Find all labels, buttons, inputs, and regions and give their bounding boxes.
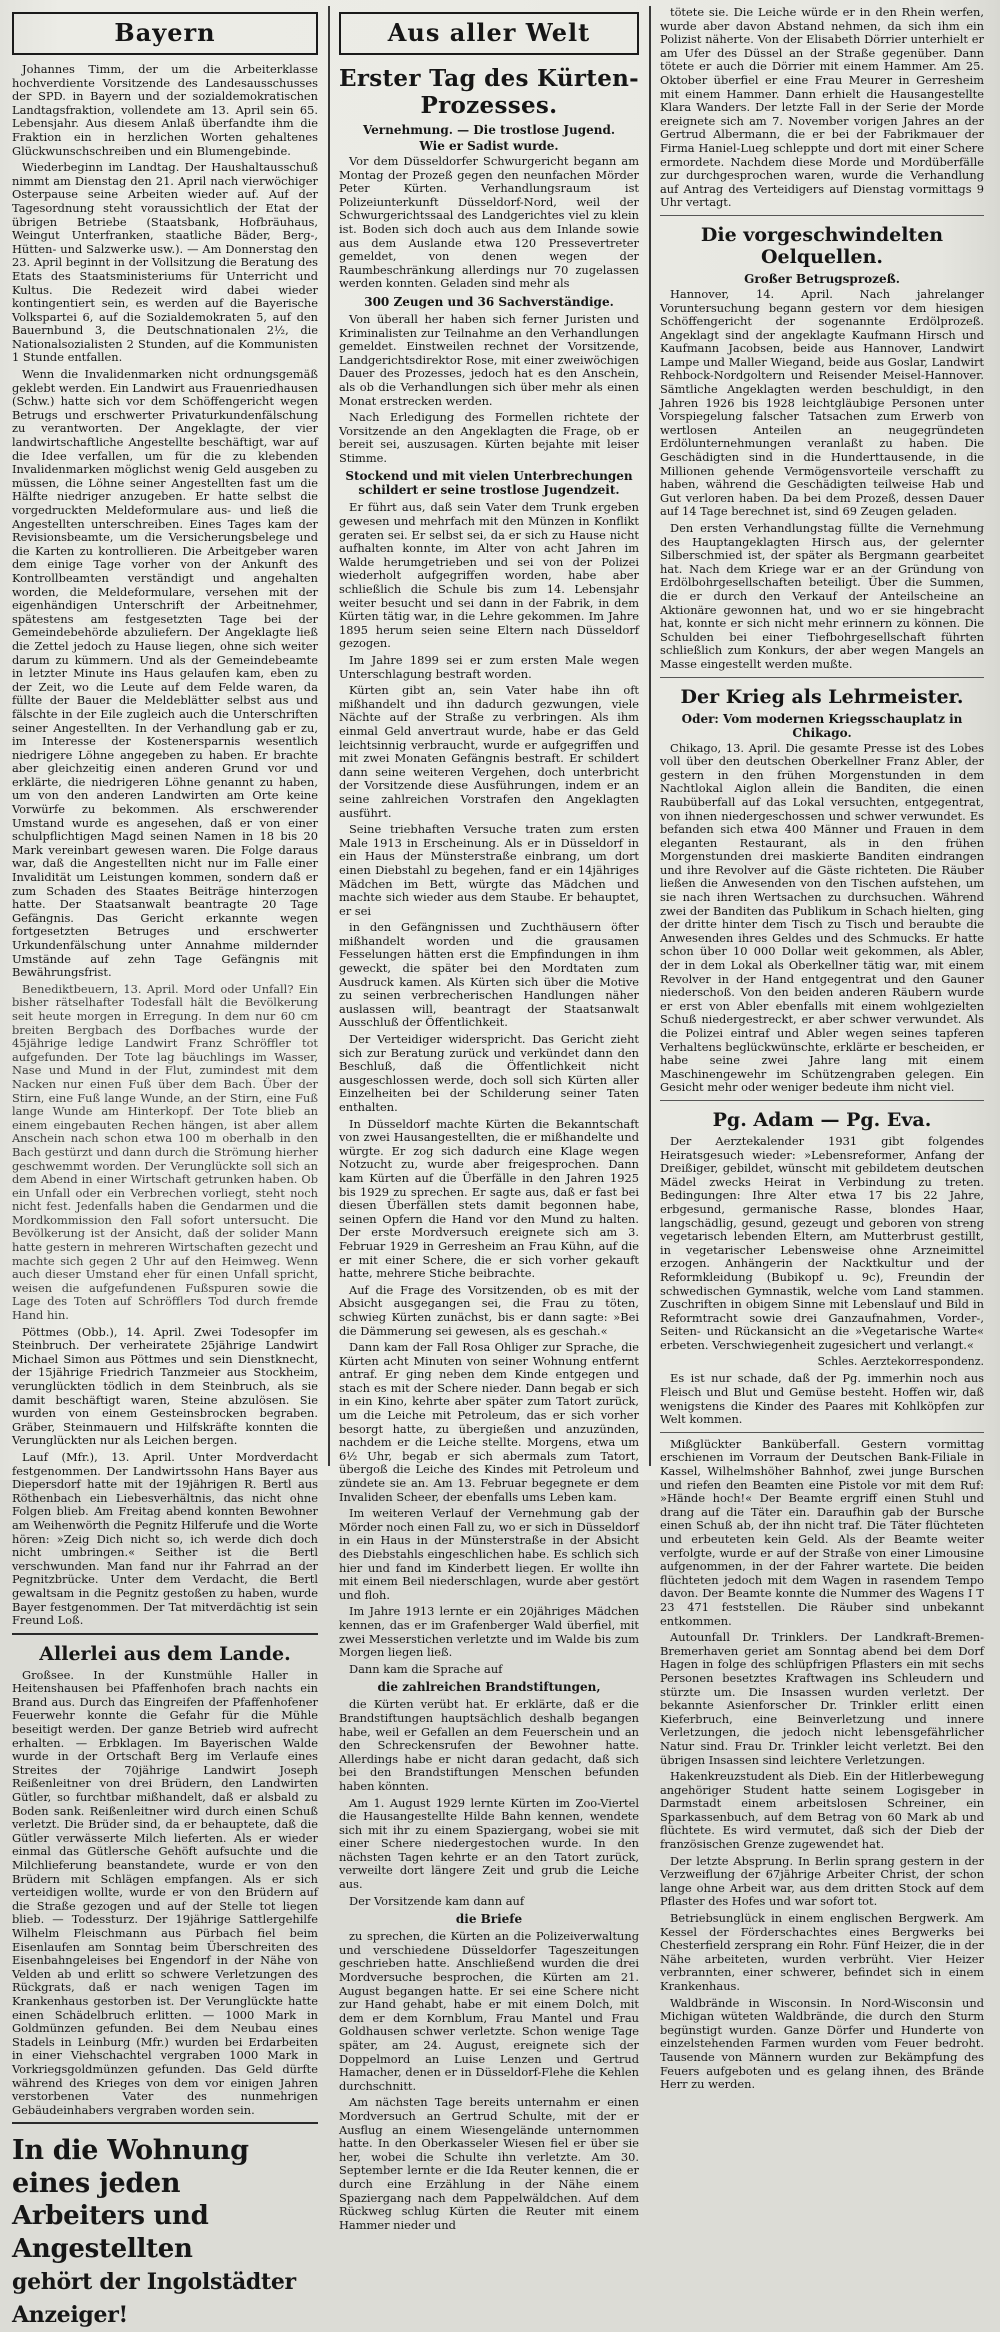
- divider: [660, 1432, 984, 1433]
- ad-line: In die Wohnung eines jeden: [12, 2135, 249, 2200]
- article-paragraph: Am 1. August 1929 lernte Kürten im Zoo-Viertel die Hausangestellte Hilde Bahn kennen, wendete sich mit ihr zu einem Spaziergang, wobei sie mit einer Schere niedergestochen wurde. In den nächsten Tagen kehrte er an den Tatort zurück, verweilte dort längere Zeit und grub die Leiche aus.: [339, 1795, 639, 1892]
- article-paragraph: Auf die Frage des Vorsitzenden, ob es mit der Absicht ausgegangen sei, die Frau zu töten, schwieg Kürten zunächst, bis er dann sagte: »Bei die Dämmerung sei gewesen, als es geschah.«: [339, 1282, 639, 1338]
- article-paragraph: Der letzte Absprung. In Berlin sprang gestern in der Verzweiflung der 67jährige Arbeiter Christ, der schon lange ohne Arbeit war, aus dem dritten Stock auf dem Pflaster des Hofes und war sofort tot.: [660, 1853, 984, 1909]
- section-heading-allerlei: Allerlei aus dem Lande.: [39, 1642, 291, 1665]
- article-paragraph: zu sprechen, die Kürten an die Polizeiverwaltung und verschiedene Düsseldorfer Tageszeitungen geschrieben hatte. Anschließend wurden die drei Mordversuche besprochen, die Kürten am 21. August begangen hatte. Er sei eine Schere nicht zur Hand gehabt, habe er mit einem Dolch, mit dem er dem Kornblum, Frau Mantel und Frau Goldhausen schwer verletzte. Schon wenige Tage später, am 24. August, ereignete sich der Doppelmord an Luise Lenzen und Gertrud Hamacher, denen er in Düsseldorf-Flehe die Kehlen durchschnitt.: [339, 1929, 639, 2093]
- article-paragraph: Von überall her haben sich ferner Juristen und Kriminalisten zur Teilnahme an den Verhandlungen gemeldet. Einstweilen rechnet der Vorsitzende, Landgerichtsdirektor Rose, mit einer zweiwöchigen Dauer des Prozesses, jedoch hat es den Anschein, als ob die Verhandlungen sich über mehr als einen Monat erstrecken werden.: [339, 311, 639, 408]
- centered-line: die Briefe: [455, 1912, 523, 1927]
- article-headline: Erster Tag des Kürten-Prozesses.: [339, 65, 640, 119]
- article-paragraph: die Kürten verübt hat. Er erklärte, daß er die Brandstiftungen hauptsächlich deshalb begangen habe, weil er Gefallen an dem Feuerschein und an den Schreckensrufen der Bewohner hatte. Allerdings habe er nicht daran gedacht, daß sich bei den Brandstiftungen Menschen befunden haben könnten.: [339, 1697, 639, 1793]
- article-subheadline: Wie er Sadist wurde.: [419, 139, 559, 153]
- article-paragraph: Den ersten Verhandlungstag füllte die Vernehmung des Hauptangeklagten Hirsch aus, der gelernter Silberschmied ist, der später als Bergmann gearbeitet hat. Nach dem Kriege war er an der Gründung von Erdölbohrgesellschaften beteiligt. Über die Summen, die er durch den Verkauf der Anteilscheine an Aktionäre gewonnen hat, und wo er sie hingebracht hat, konnte er sich nicht mehr erinnern zu können. Die Schulden bei einer Tiefbohrgesellschaft führten schließlich zum Konkurs, der aber wegen Mangels an Masse eingestellt werden mußte.: [660, 521, 984, 671]
- article-paragraph: in den Gefängnissen und Zuchthäusern öfter mißhandelt worden und die grausamen Fesselungen hätten erst die Empfindungen in ihm geweckt, die später bei den Mordtaten zum Ausdruck kamen. Als Kürten sich über die Motive zu seinen verbrecherischen Handlungen näher auslassen will, beantragt der Staatsanwalt Ausschluß der Öffentlichkeit.: [339, 920, 639, 1030]
- article-headline: Der Krieg als Lehrmeister.: [680, 685, 964, 708]
- article-paragraph: Der Verteidiger widerspricht. Das Gericht zieht sich zur Beratung zurück und verkündet dann den Beschluß, daß die Öffentlichkeit nicht ausgeschlossen werde, doch soll sich Kürten aller Einzelheiten bei der Schilderung seiner Taten enthalten.: [339, 1032, 639, 1114]
- article-headline: Pg. Adam — Pg. Eva.: [712, 1108, 932, 1131]
- article-paragraph: Es ist nur schade, daß der Pg. immerhin noch aus Fleisch und Blut und Gemüse besteht. Hoffen wir, daß wenigstens die Kinder des Paares mit Kohlköpfen zur Welt kommen.: [660, 1371, 984, 1427]
- advertisement: [12, 2134, 318, 2332]
- article-paragraph: tötete sie. Die Leiche würde er in den Rhein werfen, wurde aber davon Abstand nehmen, da sich ihm ein Polizist näherte. Von der Elisabeth Dörrier unterhielt er am Ufer des Düssel an der Straße gegenüber. Dann tötete er auch die Dörrier mit einem Hammer. Am 25. Oktober überfiel er eine Frau Meurer in Gerresheim mit einem Hammer. Dann erhielt die Hausangestellte Klara Wanders. Der letzte Fall in der Serie der Morde ereignete sich am 7. November vorigen Jahres an der Gertrud Albermann, die er bei der Fabrikmauer der Firma Haniel-Lueg schleppte und dort mit einer Schere ermordete. Nachdem diese Morde und Mordüberfälle zur durchgesprochen waren, wurde die Verhandlung auf Antrag des Verteidigers auf Dienstag vormittags 9 Uhr vertagt.: [660, 5, 984, 210]
- source-credit: Schles. Aerztekorrespondenz.: [817, 1355, 984, 1369]
- divider: [660, 1100, 984, 1101]
- article-paragraph: Er führt aus, daß sein Vater dem Trunk ergeben gewesen und mehrfach mit den Münzen in Konflikt geraten sei. Er selbst sei, da er sich zu Hause nicht aufhalten konnte, im Alter von acht Jahren im Walde herumgetrieben und sei von der Polizei wiederholt aufgegriffen worden, habe aber schließlich die Schule bis zum 14. Lebensjahr weiter besucht und sei dann in der Fabrik, in dem Kürten tätig war, in die Lehre gekommen. Im Jahre 1895 herum seien seine Eltern nach Düsseldorf gezogen.: [339, 500, 639, 651]
- article-paragraph: Waldbrände in Wisconsin. In Nord-Wisconsin und Michigan wüteten Waldbrände, die durch den Sturm begünstigt wurden. Ganze Dörfer und Hunderte von einzelstehenden Farmen wurden vom Feuer bedroht. Tausende von Männern wurden zur Bekämpfung des Feuers aufgeboten und es gelang ihnen, des Brände Herr zu werden.: [660, 1995, 984, 2092]
- article-paragraph: Chikago, 13. April. Die gesamte Presse ist des Lobes voll über den deutschen Oberkellner Franz Abler, der gestern in den frühen Morgenstunden in dem Nachtlokal Aiglon allein die Banditen, die einen Raubüberfall auf das Lokal versuchten, entgegentrat, von ihnen niedergeschossen und schwer verwundet. Es befanden sich etwa 400 Männer und Frauen in dem eleganten Restaurant, als in den frühen Morgenstunden drei maskierte Banditen eindrangen und ihre Revolver auf die Gäste richteten. Die Räuber ließen die Anwesenden von den Tischen aufstehen, um sie nach ihren Wertsachen zu durchsuchen. Während zwei der Banditen das Publikum in Schach hielten, ging der dritte hinter dem Tisch zu Tisch und beraubte die Anwesenden ihres Geldes und des Schmucks. Er hatte schon über 10 000 Dollar weit gekommen, als Abler, der in dem Lokal als Oberkellner tätig war, mit einem Revolver in der Hand entgegentrat und den Gauner niederschoß. Von den beiden anderen Räubern wurde er erst von Abler ebenfalls mit einem wohlgezielten Schuß niedergestreckt, er aber schwer verwundet. Als die Polizei eintraf und Abler wegen seines tapferen Verhaltens beglückwünschte, erklärte er bescheiden, er habe seine zwei Jahre lang mit einem Maschinengewehr im Schützengraben gelegen. Ein Gesicht mehr oder weniger bedeute ihm nicht viel.: [660, 740, 984, 1095]
- centered-line: die zahlreichen Brandstiftungen,: [377, 1680, 601, 1695]
- article-paragraph: Im Jahre 1899 sei er zum ersten Male wegen Unterschlagung bestraft worden.: [339, 653, 639, 681]
- column-divider: [649, 6, 651, 1466]
- column-right: [652, 5, 992, 2092]
- article-paragraph: Dann kam der Fall Rosa Ohliger zur Sprache, die Kürten acht Minuten von seiner Wohnung entfernt antraf. Er ging neben dem Kinde entgegen und stach es mit der Schere nieder. Dann begab er sich in ein Kino, kehrte aber später zum Tatort zurück, um die Leiche mit Petroleum, das er sich vorher besorgt hatte, zu übergießen und anzuzünden, nachdem er die Leiche stellte. Morgens, etwa um 6½ Uhr, begab er sich abermals zum Tatort, übergoß die Leiche des Kindes mit Petroleum und zündete sie an. Am 13. Februar begegnete er dem Invaliden Scheer, der ebenfalls ums Leben kam.: [339, 1340, 639, 1504]
- article-paragraph: Der Vorsitzende kam dann auf: [349, 1893, 525, 1908]
- article-paragraph: Wiederbeginn im Landtag. Der Haushaltausschuß nimmt am Dienstag den 21. April nach vierwöchiger Osterpause seine Arbeiten wieder auf. Auf der Tagesordnung steht voraussichtlich der Etat der übrigen Betriebe (Staatsbank, Hofbräuhaus, Weingut Unterfranken, staatliche Bäder, Berg-, Hütten- und Salzwerke usw.). — Am Donnerstag den 23. April beginnt in der Vollsitzung die Beratung des Etats des Staatsministeriums für Unterricht und Kultus. Die Redezeit wird dabei wieder kontingentiert sein, es werden auf die Bayerische Volkspartei 6, auf die Sozialdemokraten 5, auf den Bauernbund 3, die Deutschnationalen 2½, die Nationalsozialisten 2 Stunden, auf die Kommunisten 1 Stunde entfallen.: [12, 160, 318, 365]
- article-paragraph: Der Aerztekalender 1931 gibt folgendes Heiratsgesuch wieder: »Lebensreformer, Anfang der Dreißiger, gebildet, wünscht mit gebildetem deutschen Mädel zwecks Heirat in Verbindung zu treten. Bedingungen: Ihre Alter etwa 17 bis 22 Jahre, erbgesund, germanische Rasse, blondes Haar, langschädlig, gesund, gezeugt und geboren von streng vegetarisch lebenden Eltern, am Mutterbrust gestillt, in vegetarischer Lebensweise ohne Arzneimittel erzogen. Anhängerin der Nacktkultur und der Reformkleidung (Bubikopf u. 9c), Freundin der schwedischen Gymnastik, welche vom Land stammen. Zuschriften in obigem Sinne mit Lebenslauf und Bild in Reformtracht sowie drei Ganzaufnahmen, Vorder-, Seiten- und Rückansicht an die »Vegetarische Warte« erbeten. Verschwiegenheit zugesichert und verlangt.«: [660, 1133, 984, 1352]
- article-subheadline: Großer Betrugsprozeß.: [744, 271, 900, 286]
- article-paragraph: Autounfall Dr. Trinklers. Der Landkraft-Bremen-Bremerhaven geriet am Sonntag abend bei dem Dorf Hagen in folge des schlüpfrigen Pflasters ein mit sechs Personen besetztes Kraftwagen ins Schleudern und stürzte um. Die Insassen wurden verletzt. Der bekannte Asienforscher Dr. Trinkler erlitt einen Kieferbruch, eine Beinverletzung und innere Verletzungen, die jedoch nicht lebensgefährlicher Natur sind. Frau Dr. Trinkler leicht verletzt. Bei den übrigen Insassen sind leichtere Verletzungen.: [660, 1630, 984, 1767]
- article-paragraph: Kürten gibt an, sein Vater habe ihn oft mißhandelt und ihn dadurch gezwungen, viele Nächte auf der Straße zu verbringen. Als ihm einmal Geld anvertraut wurde, habe er das Geld leichtsinnig verbraucht, wurde er aufgegriffen und mit zwei Monaten Gefängnis bestraft. Er schildert dann seine weiteren Vergehen, doch unterbricht der Vorsitzende diese Ausführungen, indem er an seine zahlreichen Vorstrafen den Angeklagten ausführt.: [339, 683, 639, 820]
- column-left: [4, 6, 326, 2329]
- article-paragraph: Johannes Timm, der um die Arbeiterklasse hochverdiente Vorsitzende des Landesausschusses der SPD. in Bayern und der sozialdemokratischen Landtagsfraktion, vollendete am 13. April sein 65. Lebensjahr. Aus diesem Anlaß überfandte ihm die Fraktion ein in herzlichen Worten gehaltenes Glückwunschschreiben und ein Blumengebinde.: [12, 62, 318, 158]
- article-paragraph: Am nächsten Tage bereits unternahm er einen Mordversuch an Gertrud Schulte, mit der er Ausflug an einem Wiesengelände unternommen hatte. In den Oberkasseler Wiesen fiel er über sie her, wobei die Schulte ihn verletzte. Am 30. September lernte er die Ida Reuter kennen, die er durch eine Erzählung in der Nähe einem Spaziergang nach dem Pappelwäldchen. Auf dem Rückweg schlug Kürten die Reuter mit einem Hammer nieder und: [339, 2095, 639, 2232]
- ad-line: Arbeiters und Angestellten: [12, 2201, 209, 2265]
- article-paragraph: Im weiteren Verlauf der Vernehmung gab der Mörder noch einen Fall zu, wo er sich in Düsseldorf in ein Haus in der Münsterstraße in der Absicht des Diebstahls eingeschlichen habe. Es schlich sich hier und fand im Kinderbett liegen. Er wollte ihn mit einem Beil niederschlagen, wurde aber gestört und floh.: [339, 1506, 639, 1602]
- article-subheadline: Vernehmung. — Die trostlose Jugend.: [362, 123, 616, 137]
- article-headline: Die vorgeschwindelten Oelquellen.: [700, 223, 944, 268]
- article-paragraph: Wenn die Invalidenmarken nicht ordnungsgemäß geklebt werden. Ein Landwirt aus Frauenriedhausen (Schw.) hatte sich vor dem Schöffengericht wegen Betrugs und erschwerter Privaturkundenfälschung zu verantworten. Der Angeklagte, der vier landwirtschaftliche Angestellte beschäftigt, war auf die Idee verfallen, um für die zu klebenden Invalidenmarken möglichst wenig Geld ausgeben zu müssen, die Löhne seiner Angestellten fast um die Hälfte niedriger anzugeben. Er hatte selbst die vorgedruckten Meldeformulare aus- und ließ die Angestellten unterschreiben. Eines Tages kam der Revisionsbeamte, um die Versicherungsbelege und die Karten zu kontrollieren. Die Arbeitgeber waren dem einige Tage vorher von der Ankunft des Kontrollbeamten verständigt und angehalten worden, die Meldeformulare, versehen mit der eigenhändigen Unterschrift der Arbeitnehmer, spätestens am festgesetzten Tage bei der Gemeindebehörde abzuliefern. Der Angeklagte ließ die Zettel jedoch zu Hause liegen, ohne sich weiter darum zu kümmern. Und als der Gemeindebeamte in letzter Minute ins Haus gelaufen kam, eben zu der Zeit, wo die Leute auf dem Felde waren, da füllte der Bauer die Meldeblätter selbst aus und fälschte in der Eile zugleich auch die Unterschriften seiner Angestellten. In der Verhandlung gab er zu, im Interesse der Kostenersparnis wesentlich niedrigere Löhne angegeben zu haben. Er brachte aber gleichzeitig einen anderen Grund vor und erklärte, die niedrigeren Löhne genannt zu haben, um von den anderen Landwirten am Orte keine Vorwürfe zu bekommen. Als erschwerender Umstand wurde es angesehen, daß er von einer schulpflichtigen Magd seinen Namen in 18 bis 20 Mark vereinbart gewesen waren. Die Folge daraus war, daß die Angestellten nicht nur im Falle einer Invalidität um Leistungen kommen, sondern daß er zum Schaden des Staates Beiträge hinterzogen hatte. Der Staatsanwalt beantragte 20 Tage Gefängnis. Das Gericht erkannte wegen fortgesetzten Betruges und erschwerter Urkundenfälschung unter Annahme mildernder Umstände auf zehn Tage Gefängnis mit Bewährungsfrist.: [12, 367, 318, 980]
- column-divider: [328, 6, 330, 1466]
- article-paragraph: Vor dem Düsseldorfer Schwurgericht begann am Montag der Prozeß gegen den neunfachen Mörder Peter Kürten. Verhandlungsraum ist Polizeiunterkunft Düsseldorf-Nord, weil der Schwurgerichtssaal des Landgerichtes viel zu klein ist. Boden sich doch auch aus dem Inlande sowie aus dem Auslande etwa 120 Pressevertreter gemeldet, von denen wegen der Raumbeschränkung allerdings nur 70 zugelassen werden konnten. Geladen sind mehr als: [339, 154, 639, 291]
- section-heading-bayern: Bayern: [12, 12, 318, 55]
- article-subheadline: Oder: Vom modernen Kriegsschauplatz in Chikago.: [681, 711, 963, 740]
- centered-line: Stockend und mit vielen Unterbrechungen schildert er seine trostlose Jugendzeit.: [345, 469, 633, 498]
- divider: [660, 677, 984, 678]
- divider: [660, 215, 984, 216]
- article-paragraph: Betriebsunglück in einem englischen Bergwerk. Am Kessel der Förderschachtes eines Bergwerks bei Chesterfield zersprang ein Rohr. Fünf Heizer, die in der Nähe arbeiteten, wurden verbrüht. Vier Heizer verbrannten, einer schwerer, befindet sich in einem Krankenhaus.: [660, 1911, 984, 1993]
- divider: [12, 1633, 318, 1635]
- divider: [12, 2122, 318, 2124]
- article-paragraph: Hannover, 14. April. Nach jahrelanger Voruntersuchung begann gestern vor dem hiesigen Schöffengericht der sogenannte Erdölprozeß. Angeklagt sind der angeklagte Kaufmann Hirsch und Kaufmann Jacobsen, beide aus Hannover, Landwirt Lampe und Maller Wiegand, beide aus Goslar, Landwirt Rehbock-Nordgoltern und Reisender Meisel-Hannover. Sämtliche Angeklagten werden beschuldigt, in den Jahren 1926 bis 1928 leichtgläubige Personen unter Vorspiegelung falscher Tatsachen zum Erwerb von wertlosen Anteilen an neugegründeten Erdölunternehmungen veranlaßt zu haben. Die Geschädigten sind in die Hunderttausende, in die Millionen gehende Vermögensvorteile verschafft zu haben, während die Geschädigten teilweise Hab und Gut verloren haben. Da bei dem Prozeß, dessen Dauer auf 14 Tage berechnet ist, sind 69 Zeugen geladen.: [660, 286, 984, 519]
- article-paragraph: Großsee. In der Kunstmühle Haller in Heitenshausen bei Pfaffenhofen brach nachts ein Brand aus. Durch das Eingreifen der Pfaffenhofener Feuerwehr konnte die Gefahr für die Mühle beseitigt werden. Der ganze Betrieb wird aufrecht erhalten. — Erbklagen. Im Bayerischen Walde wurde in der Ortschaft Berg im Verlaufe eines Streites der 70jährige Landwirt Joseph Reißenleitner von drei Brüdern, den Landwirten Gütler, so furchtbar mißhandelt, daß er alsbald zu Boden sank. Reißenleitner wird durch einen Schuß verletzt. Die Brüder sind, da er behauptete, daß die Gütler verwässerte Milch lieferten. Als er wieder einmal das Gütlersche Gehöft aufsuchte und die Milchlieferung beanstandete, wurde er von den Brüdern mit Schlägen empfangen. Als er sich verteidigen wollte, wurde er von den Brüdern auf die Straße gezogen und auf der Stelle tot liegen blieb. — Todessturz. Der 19jährige Sattlergehilfe Wilhelm Fleischmann aus Pürbach fiel beim Eisenlaufen am Sonntag beim Überschreiten des Eisenbahngeleises bei Engendorf in der Nähe von Velden ab und erlitt so schwere Verletzungen des Rückgrats, daß er nach wenigen Tagen im Krankenhaus gestorben ist. Der Verunglückte hatte einen Schädelbruch erlitten. — 1000 Mark in Goldmünzen gefunden. Bei dem Neubau eines Stadels in Leinburg (Mfr.) wurden bei Erdarbeiten in einer Viehschachtel vergraben 1000 Mark in Vorkriegsgoldmünzen gefunden. Das Geld dürfte während des Krieges von dem vor einigen Jahren verstorbenen Vater des nunmehrigen Gebäudeinhabers vergraben worden sein.: [12, 1667, 318, 2117]
- article-paragraph: Pöttmes (Obb.), 14. April. Zwei Todesopfer im Steinbruch. Der verheiratete 25jährige Landwirt Michael Simon aus Pöttmes und sein Dienstknecht, der 15jährige Friedrich Tanzmeier aus Stockheim, verunglückten tödlich in dem Steinbruch, als sie damit beschäftigt waren, Steine abzulösen. Sie wurden von einem Gesteinsbrocken begraben. Gräber, Steinmauern und Hilfskräfte konnten die Verunglückten nur als Leichen bergen.: [12, 1324, 318, 1448]
- article-paragraph: Hakenkreuzstudent als Dieb. Ein der Hitlerbewegung angehöriger Student hatte seinem Logisgeber in Darmstadt einem arbeitslosen Schreiner, ein Sparkassenbuch, auf dem Betrag von 60 Mark ab und flüchtete. Es wird vermutet, daß sich der Dieb der französischen Grenze zugewendet hat.: [660, 1769, 984, 1852]
- section-heading-aus-aller-welt: Aus aller Welt: [339, 12, 639, 55]
- ad-line: gehört der Ingolstädter Anzeiger!: [12, 2269, 296, 2329]
- article-paragraph: Dann kam die Sprache auf: [349, 1661, 503, 1676]
- article-paragraph: Lauf (Mfr.), 13. April. Unter Mordverdacht festgenommen. Der Landwirtssohn Hans Bayer aus Diepersdorf hatte mit der 19jährigen R. Bertl aus Röthenbach ein Liebesverhältnis, das nicht ohne Folgen blieb. Am Freitag abend konnten Bewohner am Weihenwörth die Pegnitz Hilferufe und die Worte hören: »Zeig Dich nicht so, ich werde dich doch nicht umbringen.« Seither ist die Bertl verschwunden. Man fand nur ihr Fahrrad an der Pegnitzbrücke. Unter dem Verdacht, die Bertl gewaltsam in die Pegnitz gestoßen zu haben, wurde Bayer festgenommen. Der Tat mitverdächtig ist sein Freund Loß.: [12, 1449, 319, 1628]
- article-paragraph: Nach Erledigung des Formellen richtete der Vorsitzende an den Angeklagten die Frage, ob er bereit sei, auszusagen. Kürten bejahte mit leiser Stimme.: [339, 410, 639, 465]
- article-paragraph: In Düsseldorf machte Kürten die Bekanntschaft von zwei Hausangestellten, die er mißhandelte und würgte. Er zog sich dadurch eine Klage wegen Notzucht zu, wurde aber freigesprochen. Dann kam Kürten auf die Überfälle in den Jahren 1925 bis 1929 zu sprechen. Er sagte aus, daß er fast bei diesen Überfällen stets damit begonnen habe, seinen Opfern die Hand vor den Mund zu halten. Der erste Mordversuch ereignete sich am 3. Februar 1929 in Gerresheim an Frau Kühn, auf die er mit einer Schere, die er sich vorher gekauft hatte, mehrere Stiche beibrachte.: [339, 1116, 639, 1281]
- article-paragraph: Mißglückter Banküberfall. Gestern vormittag erschienen im Vorraum der Deutschen Bank-Filiale in Kassel, Wilhelmshöher Bahnhof, zwei junge Burschen und riefen den Beamten eine Pistole vor mit dem Ruf: »Hände hoch!« Der Beamte ergriff einen Stuhl und drang auf die Täter ein. Daraufhin gab der Bursche einen Schuß ab, der ihn nicht traf. Die Täter flüchteten und erbeuteten kein Geld. Als der Beamte weiter verfolgte, wurde er auf der Straße von einer Limousine aufgenommen, in der der Fahrer wartete. Die beiden flüchteten jedoch mit dem Wagen in rasendem Tempo davon. Der Beamte konnte die Nummer des Wagens I T 23 471 feststellen. Die Räuber sind unbekannt entkommen.: [660, 1436, 984, 1628]
- article-paragraph: Im Jahre 1913 lernte er ein 20jähriges Mädchen kennen, das er im Grafenberger Wald überfiel, mit zwei Messerstichen verletzte und im Walde bis zum Morgen liegen ließ.: [339, 1604, 639, 1660]
- article-paragraph: Seine triebhaften Versuche traten zum ersten Male 1913 in Erscheinung. Als er in Düsseldorf in ein Haus der Münsterstraße einbrang, um dort einen Diebstahl zu begehen, fand er ein 14jähriges Mädchen im Bett, würgte das Mädchen und machte sich wieder aus dem Staube. Er behauptet, er sei: [339, 822, 639, 918]
- article-paragraph: Benediktbeuern, 13. April. Mord oder Unfall? Ein bisher rätselhafter Todesfall hält die Bevölkerung seit heute morgen in Erregung. In dem nur 60 cm breiten Bergbach des Dorfbaches wurde der 45jährige ledige Landwirt Franz Schröffler tot aufgefunden. Der Tote lag bäuchlings im Wasser, Nase und Mund in der Flut, zumindest mit dem Nacken nur einen Fuß über dem Bach. Über der Stirn, eine Fuß lange Wunde, an der Stirn, eine Fuß lange Wunde am Hinterkopf. Der Tote blieb an einem eingebauten Rechen hängen, ist aber allem Anschein nach schon etwa 100 m oberhalb in den Bach gestürzt und dann durch die Strömung hierher geschwemmt worden. Der Verunglückte soll sich an dem Abend in einer Wirtschaft getrunken haben. Ob ein Unfall oder ein Verbrechen vorliegt, steht noch nicht fest. Jedenfalls haben die Gendarmen und die Mordkommission den Fall sofort untersucht. Die Bevölkerung ist der Ansicht, daß der solider Mann hatte gestern in mehreren Wirtschaften gezecht und machte sich gegen 2 Uhr auf den Heimweg. Wenn auch dieser Umstand eher für einen Unfall spricht, weisen die aufgefundenen Fußspuren sowie die Lage des Toten auf Schröfflers Tod durch fremde Hand hin.: [12, 981, 318, 1323]
- column-middle: [331, 6, 647, 2232]
- centered-line: 300 Zeugen und 36 Sachverständige.: [364, 294, 614, 309]
